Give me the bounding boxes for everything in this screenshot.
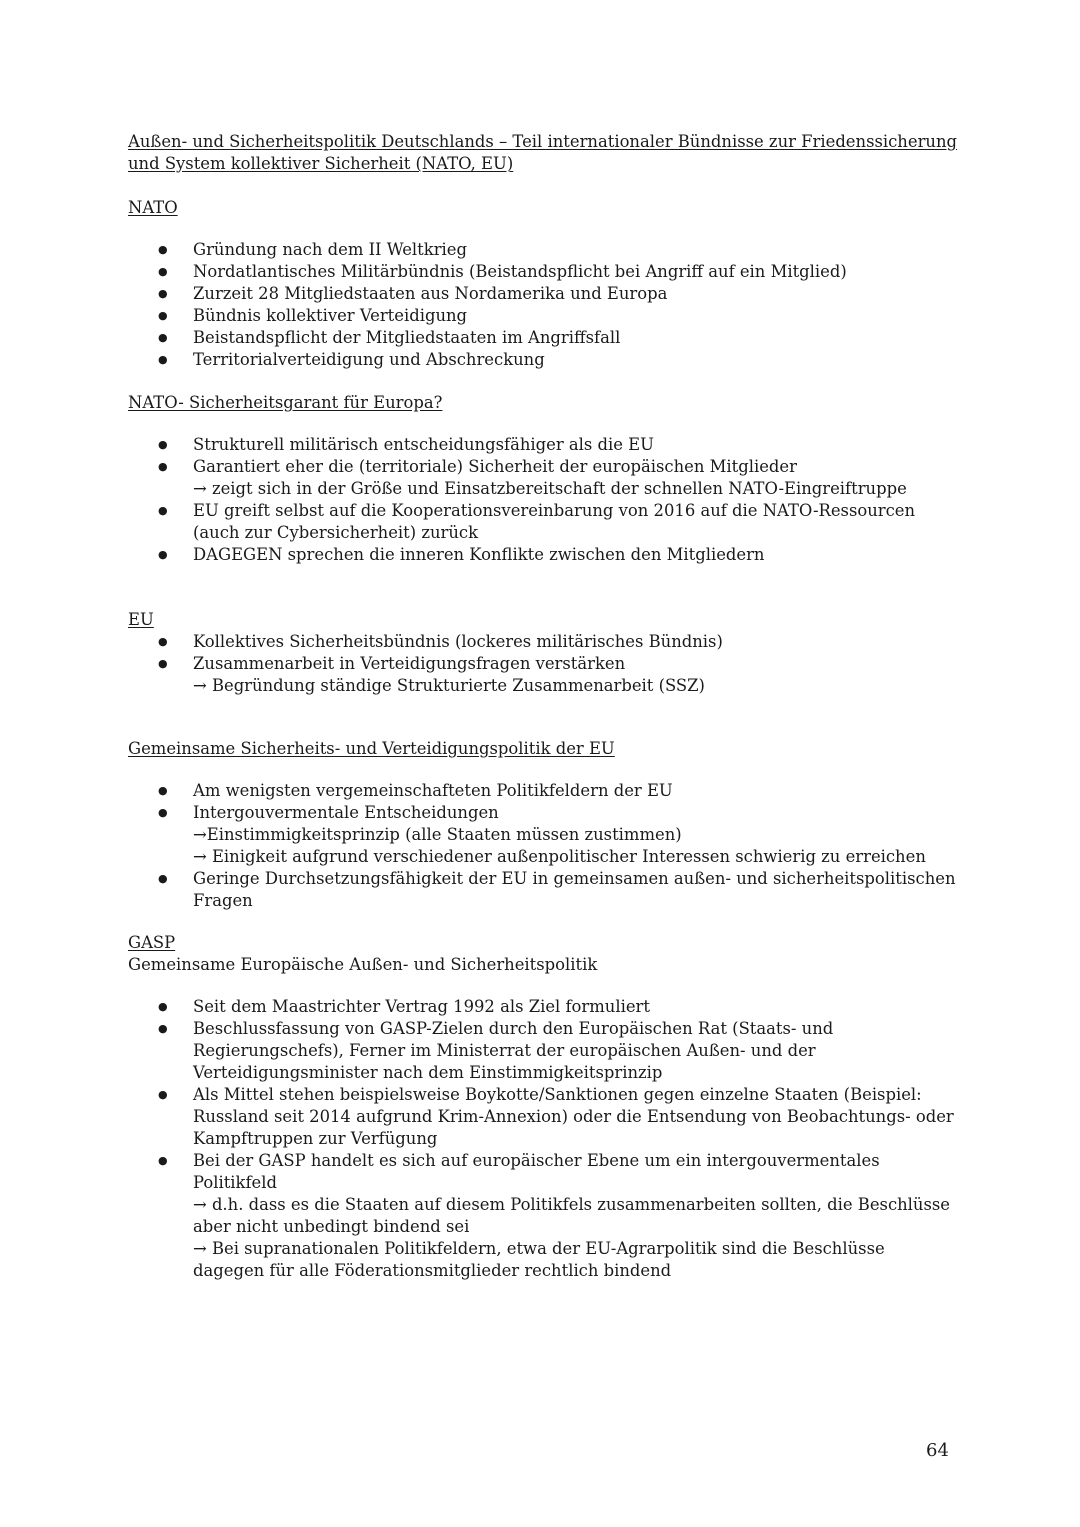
list-item: ● Beistandspflicht der Mitgliedstaaten im Angriffsfall	[128, 327, 958, 349]
list-item: ● Territorialverteidigung und Abschreckung	[128, 349, 958, 371]
document-page	[128, 131, 958, 1282]
list-item: ● Am wenigsten vergemeinschafteten Politikfeldern der EU	[128, 780, 958, 802]
section-heading-nato: NATO	[128, 198, 178, 217]
page-title: Außen- und Sicherheitspolitik Deutschlands – Teil internationaler Bündnisse zur Friedenssicherung und System kollektiver Sicherheit (NATO, EU)	[128, 132, 958, 173]
list-item-arrow-note: → d.h. dass es die Staaten auf diesem Politikfels zusammenarbeiten sollten, die Beschlüsse aber nicht unbedingt bindend sei	[193, 1195, 951, 1236]
list-item-arrow-note: → Begründung ständige Strukturierte Zusammenarbeit (SSZ)	[193, 676, 705, 695]
gsvp-list	[128, 780, 958, 912]
list-item: ● Kollektives Sicherheitsbündnis (lockeres militärisches Bündnis)	[128, 631, 958, 653]
list-item-text: Intergouvermentale Entscheidungen	[193, 803, 499, 822]
list-item: ● Nordatlantisches Militärbündnis (Beistandspflicht bei Angriff auf ein Mitglied)	[128, 261, 958, 283]
section-heading-nato-guarantor: NATO- Sicherheitsgarant für Europa?	[128, 393, 443, 412]
list-item-arrow-note: →Einstimmigkeitsprinzip (alle Staaten müssen zustimmen)	[193, 825, 682, 844]
page-number: 64	[926, 1440, 949, 1461]
list-item: ● Geringe Durchsetzungsfähigkeit der EU in gemeinsamen außen- und sicherheitspolitischen Fragen	[128, 868, 958, 912]
nato-list	[128, 239, 958, 371]
list-item	[128, 456, 958, 500]
section-heading-eu: EU	[128, 610, 154, 629]
list-item	[128, 802, 958, 868]
list-item-text: Bei der GASP handelt es sich auf europäischer Ebene um ein intergouvermentales Politikfeld	[193, 1151, 880, 1192]
list-item-arrow-note: → Bei supranationalen Politikfeldern, etwa der EU-Agrarpolitik sind die Beschlüsse dagegen für alle Föderationsmitglieder rechtlich bindend	[193, 1239, 885, 1280]
list-item-text: Zusammenarbeit in Verteidigungsfragen verstärken	[193, 654, 626, 673]
section-heading-gasp: GASP	[128, 933, 176, 952]
list-item-text: Garantiert eher die (territoriale) Sicherheit der europäischen Mitglieder	[193, 457, 797, 476]
list-item: ● Seit dem Maastrichter Vertrag 1992 als Ziel formuliert	[128, 996, 958, 1018]
list-item: ● Bündnis kollektiver Verteidigung	[128, 305, 958, 327]
list-item: ● Beschlussfassung von GASP-Zielen durch den Europäischen Rat (Staats- und Regierungschefs), Ferner im Ministerrat der europäischen Außen- und der Verteidigungsminister nach dem Einstimmigkeitsprinzip	[128, 1018, 958, 1084]
list-item-arrow-note: → Einigkeit aufgrund verschiedener außenpolitischer Interessen schwierig zu erreichen	[193, 847, 926, 866]
list-item	[128, 1150, 958, 1282]
nato-guarantor-list	[128, 434, 958, 566]
list-item: ● Strukturell militärisch entscheidungsfähiger als die EU	[128, 434, 958, 456]
list-item: ● Zurzeit 28 Mitgliedstaaten aus Nordamerika und Europa	[128, 283, 958, 305]
gasp-list	[128, 996, 958, 1282]
eu-list	[128, 631, 958, 697]
list-item	[128, 653, 958, 697]
section-subtitle-gasp: Gemeinsame Europäische Außen- und Sicherheitspolitik	[128, 955, 598, 974]
list-item: ● DAGEGEN sprechen die inneren Konflikte zwischen den Mitgliedern	[128, 544, 958, 566]
section-heading-gsvp: Gemeinsame Sicherheits- und Verteidigungspolitik der EU	[128, 739, 615, 758]
list-item: ● Gründung nach dem II Weltkrieg	[128, 239, 958, 261]
list-item: ● EU greift selbst auf die Kooperationsvereinbarung von 2016 auf die NATO-Ressourcen (auch zur Cybersicherheit) zurück	[128, 500, 958, 544]
list-item: ● Als Mittel stehen beispielsweise Boykotte/Sanktionen gegen einzelne Staaten (Beispiel: Russland seit 2014 aufgrund Krim-Annexion) oder die Entsendung von Beobachtungs- oder Kampftruppen zur Verfügung	[128, 1084, 958, 1150]
list-item-arrow-note: → zeigt sich in der Größe und Einsatzbereitschaft der schnellen NATO-Eingreiftruppe	[193, 479, 907, 498]
